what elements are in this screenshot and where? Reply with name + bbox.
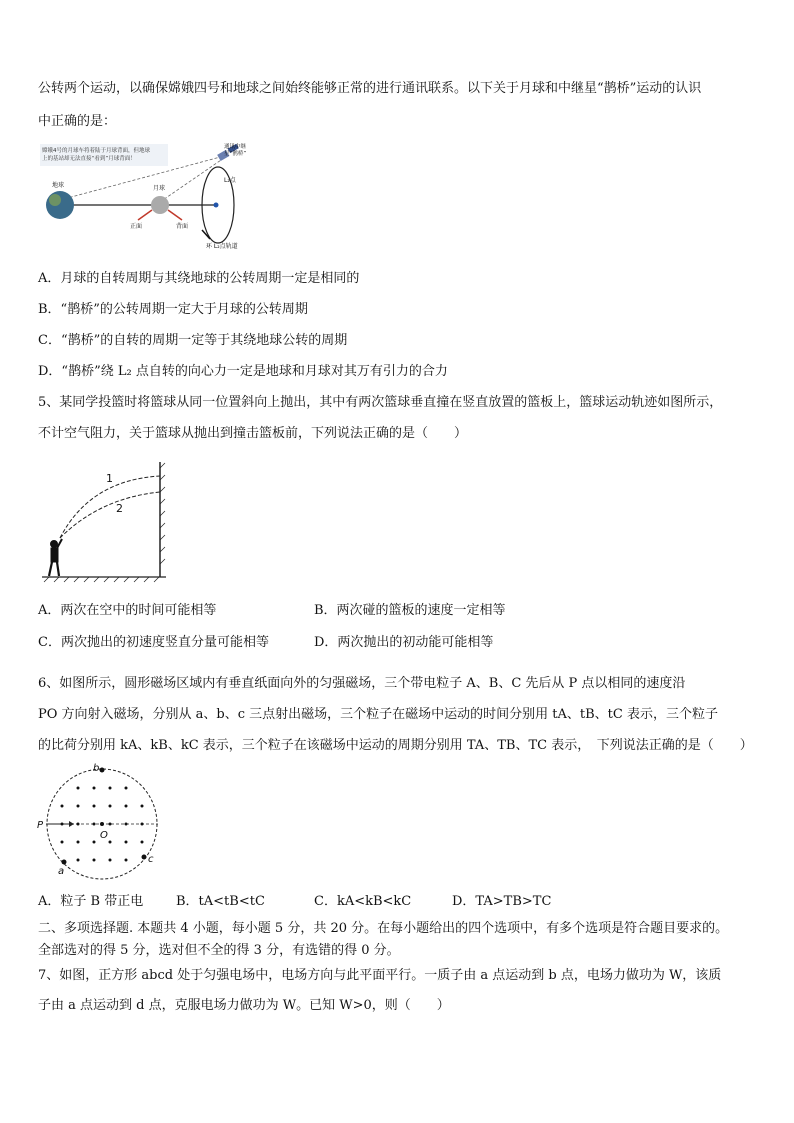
q6-option-a: A．粒子 B 带正电 xyxy=(38,894,144,909)
q5-stem-line-2: 不计空气阻力，关于篮球从抛出到撞击篮板前，下列说法正确的是（ ） xyxy=(38,426,468,441)
q5-figure xyxy=(40,458,170,583)
label-o: O xyxy=(100,830,108,841)
q4-figure xyxy=(38,142,258,252)
player-icon xyxy=(49,539,62,576)
l2-label: L₂点 xyxy=(224,177,236,184)
backboard-wall xyxy=(160,462,165,577)
back-arrow-icon xyxy=(168,210,182,220)
label-p: P xyxy=(37,820,44,831)
q7-stem-line-2: 子由 a 点运动到 d 点，克服电场力做功为 W。已知 W>0，则（ ） xyxy=(38,998,450,1013)
point-c xyxy=(142,855,147,860)
moon-label: 月球 xyxy=(153,185,166,192)
trajectory-1-label: 1 xyxy=(106,472,113,485)
q6-option-c: C．kA<kB<kC xyxy=(314,894,412,909)
orbit-label: 环 L₂点轨道 xyxy=(206,243,238,250)
q5-option-a: A．两次在空中的时间可能相等 xyxy=(38,603,217,618)
q5-option-d: D．两次抛出的初动能可能相等 xyxy=(314,635,494,650)
back-label: 背面 xyxy=(176,223,189,230)
q5-option-c: C．两次抛出的初速度竖直分量可能相等 xyxy=(38,635,269,650)
q4-intro-line-1: 公转两个运动，以确保嫦娥四号和地球之间始终能够正常的进行通讯联系。以下关于月球和中继星“鹊桥”运动的认识 xyxy=(38,81,702,96)
q5-option-b: B．两次碰的篮板的速度一定相等 xyxy=(314,603,506,618)
point-b xyxy=(100,768,105,773)
front-arrow-icon xyxy=(138,210,152,220)
point-a xyxy=(62,860,67,865)
earth-icon xyxy=(46,191,74,219)
q6-option-d: D．TA>TB>TC xyxy=(452,894,552,909)
q5-stem-line-1: 5、某同学投篮时将篮球从同一位置斜向上抛出，其中有两次篮球垂直撞在竖直放置的篮板上，篮球运动轨迹如图所示， xyxy=(38,395,723,410)
q6-option-b: B．tA<tB<tC xyxy=(176,894,265,909)
label-a: a xyxy=(58,866,65,877)
hatch-ground xyxy=(42,577,166,582)
q6-stem-line-1: 6、如图所示，圆形磁场区域内有垂直纸面向外的匀强磁场，三个带电粒子 A、B、C 先后从 P 点以相同的速度沿 xyxy=(38,676,686,691)
q6-stem-line-2: PO 方向射入磁场，分别从 a、b、c 三点射出磁场，三个粒子在磁场中运动的时间分别用 tA、tB、tC 表示，三个粒子 xyxy=(38,707,718,722)
l2-point-icon xyxy=(214,203,219,208)
moon-icon xyxy=(151,196,169,214)
q4-note-line-2: 上的基站却无法直接“看到”月球背面！ xyxy=(42,156,136,162)
trajectory-1 xyxy=(60,476,160,538)
q4-option-b: B．“鹊桥”的公转周期一定大于月球的公转周期 xyxy=(38,302,308,317)
earth-label: 地球 xyxy=(52,182,65,189)
q6-stem-line-3: 的比荷分别用 kA、kB、kC 表示，三个粒子在该磁场中运动的周期分别用 TA、TB、TC 表示， 下列说法正确的是（ ） xyxy=(38,738,753,753)
q6-figure xyxy=(36,762,166,882)
q4-option-c: C．“鹊桥”的自转的周期一定等于其绕地球公转的周期 xyxy=(38,333,348,348)
label-c: c xyxy=(148,854,154,865)
section-2-instructions-line-2: 全部选对的得 5 分，选对但不全的得 3 分，有选错的得 0 分。 xyxy=(38,943,400,958)
section-2-instructions-line-1: 二、多项选择题. 本题共 4 小题，每小题 5 分，共 20 分。在每小题给出的四个选项中，有多个选项是符合题目要求的。 xyxy=(38,921,729,936)
q4-intro-line-2: 中正确的是： xyxy=(38,114,117,129)
center-point xyxy=(100,822,104,826)
q7-stem-line-1: 7、如图，正方形 abcd 处于匀强电场中，电场方向与此平面平行。一质子由 a 点运动到 b 点，电场力做功为 W，该质 xyxy=(38,968,722,983)
relay-label-2: 星“鹊桥” xyxy=(224,151,247,157)
q4-option-d: D．“鹊桥”绕 L₂ 点自转的向心力一定是地球和月球对其万有引力的合力 xyxy=(38,364,448,379)
relay-label-1: 通讯中继 xyxy=(224,144,247,150)
label-b: b xyxy=(93,763,100,774)
trajectory-2-label: 2 xyxy=(116,502,123,515)
front-label: 正面 xyxy=(130,223,143,230)
q4-option-a: A．月球的自转周期与其绕地球的公转周期一定是相同的 xyxy=(38,271,360,286)
q4-note-line-1: 嫦娥4号的月球车将着陆于月球背面，但地球 xyxy=(42,148,151,154)
